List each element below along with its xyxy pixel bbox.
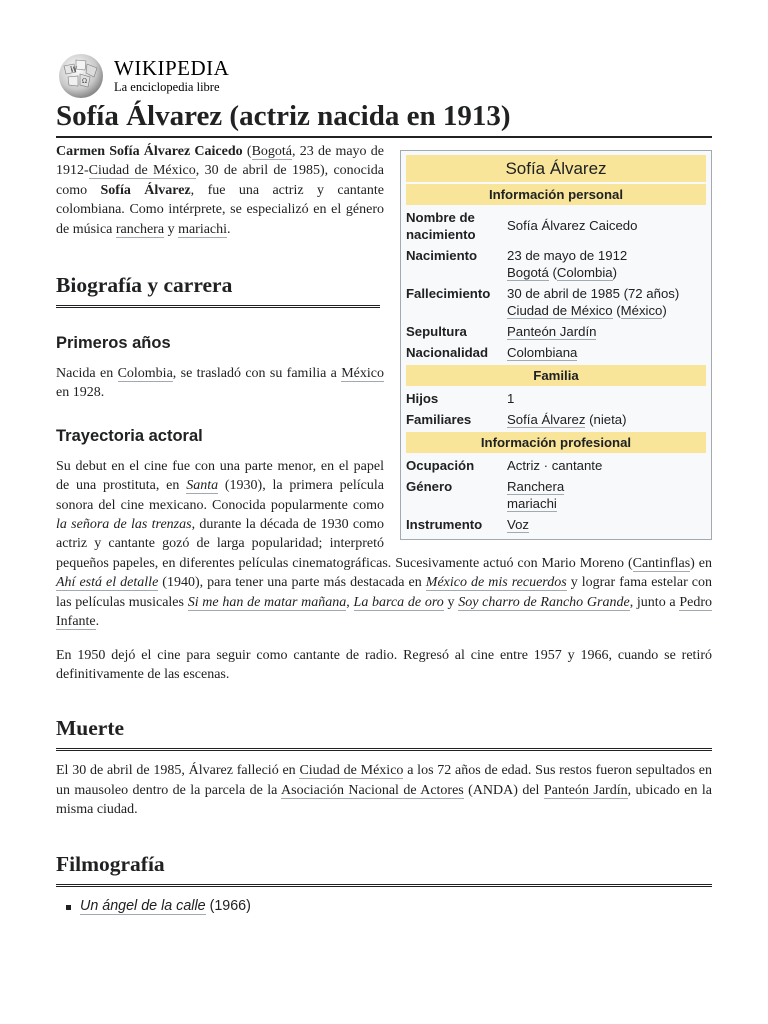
birth-city-link[interactable]: Bogotá: [507, 265, 549, 280]
wikipedia-globe-logo[interactable]: [56, 52, 106, 100]
text: , fue una actriz y cantante colombiana. Como intérprete, se especializó en el género de música: [56, 182, 384, 237]
burial-link[interactable]: Panteón Jardín: [507, 324, 597, 339]
text: y lograr fama estelar con las películas musicales: [56, 575, 712, 610]
text: (1930), la primera película sonora del cine mexicano. Conocida popularmente como: [56, 478, 384, 513]
text: en 1928.: [56, 385, 105, 401]
genre-mariachi-link[interactable]: mariachi: [507, 496, 557, 511]
link-ciudad-de-mexico-2[interactable]: Ciudad de México: [299, 763, 404, 779]
link-santa[interactable]: Santa: [186, 478, 219, 494]
infobox-label: Nombre de nacimiento: [406, 210, 476, 242]
infobox-section-personal: Información personal: [406, 184, 706, 205]
list-item: [80, 897, 712, 916]
text: a los 72 años de edad. Sus restos fueron sepultados en un mausoleo dentro de la parcela de la: [56, 763, 713, 798]
infobox-row-birth-name: [406, 207, 706, 245]
birth-country-link[interactable]: Colombia: [556, 265, 613, 280]
text: ) en: [690, 555, 712, 571]
infobox-value: Sofía Álvarez Caicedo: [507, 218, 638, 233]
infobox-value: 1: [507, 391, 515, 406]
link-ahi-esta-el-detalle[interactable]: Ahí está el detalle: [56, 575, 159, 591]
infobox-label: Nacionalidad: [406, 345, 489, 360]
infobox-row-occupation: [406, 455, 706, 476]
text: y: [164, 221, 179, 237]
nickname: la señora de las trenzas: [56, 517, 192, 533]
link-cantinflas[interactable]: Cantinflas: [632, 555, 691, 571]
infobox-section-family: Familia: [406, 365, 706, 386]
infobox-label: Fallecimiento: [406, 286, 491, 301]
birth-date: 23 de mayo de 1912: [507, 248, 628, 263]
text: (1940), para tener una parte más destacada en: [158, 575, 426, 591]
infobox-label: Sepultura: [406, 324, 467, 339]
text: , junto a: [629, 594, 680, 610]
instrument-link[interactable]: Voz: [507, 517, 529, 532]
section-heading-filmography: Filmografía: [56, 850, 712, 887]
text: .: [227, 221, 231, 237]
link-mexico[interactable]: México: [341, 366, 384, 382]
site-tagline: La enciclopedia libre: [114, 80, 220, 94]
text: (ANDA) del: [463, 782, 544, 798]
text: , ubicado en la misma ciudad.: [56, 782, 712, 818]
subsection-heading-acting-career: Trayectoria actoral: [56, 426, 203, 445]
text: Nacida en: [56, 366, 118, 382]
article-body: [56, 142, 712, 916]
text: , 30 de abril de 1985), conocida como: [56, 163, 384, 198]
text: Su debut en el cine fue con una parte menor, en el papel de una prostituta, en: [56, 458, 384, 494]
svg-text:Ω: Ω: [82, 78, 87, 85]
infobox-row-children: [406, 388, 706, 409]
infobox-value: Actriz · cantante: [507, 458, 603, 473]
film-year: (1966): [205, 897, 251, 914]
link-panteon-jardin[interactable]: Panteón Jardín: [543, 782, 628, 798]
genre-ranchera-link[interactable]: Ranchera: [507, 479, 565, 494]
text: (: [242, 144, 252, 159]
text: , durante la década de 1930 como actriz y cantante gozó de larga popularidad; interpretó pequeños papeles, en diferentes películas cinematográficas. Sucesivamente actuó con Mario Moreno (: [56, 517, 633, 571]
link-mariachi[interactable]: mariachi: [178, 221, 228, 237]
full-name: Carmen Sofía Álvarez Caicedo: [56, 144, 243, 159]
link-film[interactable]: Un ángel de la calle: [80, 897, 206, 914]
infobox-label: Ocupación: [406, 458, 475, 473]
death-city-link[interactable]: Ciudad de México: [507, 303, 613, 318]
infobox-row-instrument: [406, 514, 706, 535]
alias-name: Sofía Álvarez: [100, 182, 191, 198]
link-ciudad-de-mexico[interactable]: Ciudad de México: [88, 163, 196, 179]
relative-suffix: (nieta): [585, 412, 627, 427]
text: .: [95, 614, 100, 630]
infobox-row-death: Fallecimiento 30 de abril de 1985 (72 años) Ciudad de México (México): [406, 286, 680, 318]
subsection-heading-early-years: Primeros años: [56, 334, 171, 353]
section-heading-biography: Biografía y carrera: [56, 271, 380, 308]
text: , 23 de mayo de 1912-: [56, 144, 384, 179]
text: y: [443, 594, 459, 610]
infobox-label: Hijos: [406, 391, 439, 406]
infobox-label: Nacimiento: [406, 248, 478, 263]
death-paragraph: [56, 761, 712, 819]
wikipedia-wordmark[interactable]: WIKIPEDIA: [114, 56, 230, 80]
link-anda[interactable]: Asociación Nacional de Actores: [281, 782, 464, 798]
infobox-label: Instrumento: [406, 517, 483, 532]
infobox-row-genre: [406, 476, 706, 514]
infobox-title: Sofía Álvarez: [406, 155, 706, 182]
link-bogota[interactable]: Bogotá: [251, 144, 293, 159]
infobox-row-birth: Nacimiento 23 de mayo de 1912 Bogotá (Colombia): [406, 248, 628, 280]
text: El 30 de abril de 1985, Álvarez falleció en: [56, 763, 300, 779]
text: ,: [346, 594, 354, 610]
link-la-barca-de-oro[interactable]: La barca de oro: [353, 594, 444, 610]
link-mexico-de-mis-recuerdos[interactable]: México de mis recuerdos: [425, 575, 567, 591]
death-date: 30 de abril de 1985 (72 años): [507, 286, 680, 301]
infobox-row-relatives: [406, 409, 706, 430]
link-colombia[interactable]: Colombia: [117, 366, 173, 382]
infobox-label: Género: [406, 479, 453, 494]
text: , se trasladó con su familia a: [172, 366, 342, 382]
link-soy-charro[interactable]: Soy charro de Rancho Grande: [458, 594, 630, 610]
page-title: Sofía Álvarez (actriz nacida en 1913): [56, 96, 712, 138]
nationality-link[interactable]: Colombiana: [507, 345, 578, 360]
infobox-row-burial: [406, 321, 706, 342]
link-ranchera[interactable]: ranchera: [115, 221, 165, 237]
infobox-label: Familiares: [406, 412, 472, 427]
relative-link[interactable]: Sofía Álvarez: [507, 412, 586, 427]
link-pedro-infante[interactable]: Pedro Infante: [56, 594, 713, 630]
site-header: [56, 52, 716, 100]
filmography-list: [56, 897, 712, 916]
svg-text:W: W: [70, 66, 78, 74]
infobox-row-nationality: [406, 342, 706, 363]
infobox: [400, 150, 712, 540]
acting-paragraph-2: En 1950 dejó el cine para seguir como cantante de radio. Regresó al cine entre 1957 y 1966, cuando se retiró definitivamente de las escenas.: [56, 647, 712, 682]
death-country-link[interactable]: México: [620, 303, 663, 318]
section-heading-death: Muerte: [56, 714, 712, 751]
infobox-section-professional: Información profesional: [406, 432, 706, 453]
link-si-me-han-de-matar[interactable]: Si me han de matar mañana: [187, 594, 347, 610]
